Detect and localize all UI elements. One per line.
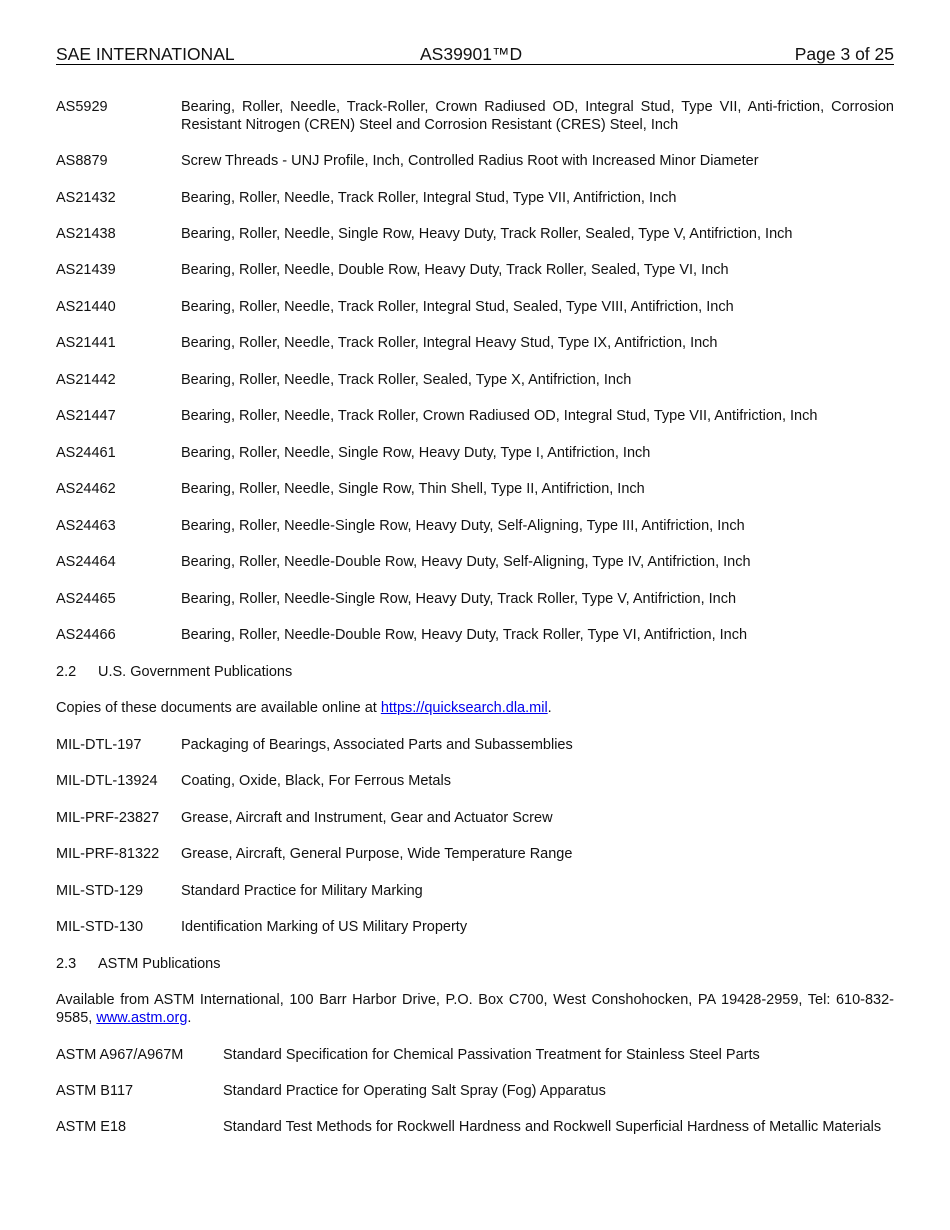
reference-title: Screw Threads - UNJ Profile, Inch, Controlled Radius Root with Increased Minor Diameter <box>181 153 759 169</box>
header-organization: SAE INTERNATIONAL <box>56 44 235 64</box>
reference-title: Bearing, Roller, Needle, Single Row, Heavy Duty, Track Roller, Sealed, Type V, Antifriction, Inch <box>181 226 793 242</box>
intro-text: Available from ASTM International, 100 Barr Harbor Drive, P.O. Box C700, West Conshohocken, PA 19428-2959, Tel: 610-832-9585, <box>56 992 894 1026</box>
reference-code: MIL-DTL-13924 <box>56 773 158 789</box>
section-title: ASTM Publications <box>98 956 221 972</box>
reference-title: Bearing, Roller, Needle, Track Roller, Integral Stud, Sealed, Type VIII, Antifriction, Inch <box>181 299 734 315</box>
reference-code: AS24461 <box>56 445 116 461</box>
section-intro <box>56 699 894 717</box>
reference-title: Grease, Aircraft, General Purpose, Wide Temperature Range <box>181 846 573 862</box>
section-heading <box>56 955 221 973</box>
section-heading <box>56 663 292 681</box>
header-page-number: Page 3 of 25 <box>794 44 894 64</box>
reference-title: Standard Practice for Operating Salt Spray (Fog) Apparatus <box>223 1083 606 1099</box>
reference-title: Bearing, Roller, Needle-Double Row, Heavy Duty, Self-Aligning, Type IV, Antifriction, Inch <box>181 554 751 570</box>
reference-code: AS21432 <box>56 190 116 206</box>
reference-code: AS24464 <box>56 554 116 570</box>
reference-title: Standard Specification for Chemical Passivation Treatment for Stainless Steel Parts <box>223 1047 760 1063</box>
reference-code: MIL-PRF-81322 <box>56 846 160 862</box>
reference-title: Bearing, Roller, Needle, Track Roller, Sealed, Type X, Antifriction, Inch <box>181 372 632 388</box>
reference-title: Standard Practice for Military Marking <box>181 883 423 899</box>
reference-title: Bearing, Roller, Needle-Single Row, Heavy Duty, Self-Aligning, Type III, Antifriction, Inch <box>181 518 745 534</box>
reference-title: Bearing, Roller, Needle, Track Roller, Integral Heavy Stud, Type IX, Antifriction, Inch <box>181 335 718 351</box>
reference-title: Bearing, Roller, Needle, Track Roller, Crown Radiused OD, Integral Stud, Type VII, Antifriction, Inch <box>181 408 818 424</box>
reference-code: AS5929 <box>56 99 108 115</box>
reference-code: MIL-STD-130 <box>56 919 144 935</box>
reference-code: AS24465 <box>56 591 116 607</box>
reference-code: AS21439 <box>56 262 116 278</box>
reference-code: ASTM A967/A967M <box>56 1047 184 1063</box>
reference-code: AS24466 <box>56 627 116 643</box>
reference-title: Identification Marking of US Military Property <box>181 919 468 935</box>
reference-title: Bearing, Roller, Needle, Track Roller, Integral Stud, Type VII, Antifriction, Inch <box>181 190 677 206</box>
reference-code: ASTM B117 <box>56 1083 134 1099</box>
reference-title: Bearing, Roller, Needle, Double Row, Heavy Duty, Track Roller, Sealed, Type VI, Inch <box>181 262 729 278</box>
astm-link[interactable]: www.astm.org <box>96 1010 188 1026</box>
intro-suffix: . <box>547 700 552 716</box>
reference-code: MIL-DTL-197 <box>56 737 142 753</box>
section-number: 2.3 <box>56 956 77 972</box>
header-document-number: AS39901™D <box>420 44 523 64</box>
reference-title: Bearing, Roller, Needle, Track-Roller, Crown Radiused OD, Integral Stud, Type VII, Anti-friction, Corrosion Resistant Nitrogen (CREN) Steel and Corrosion Resistant (CRES) Steel, Inch <box>181 99 894 133</box>
reference-code: AS21438 <box>56 226 116 242</box>
reference-code: AS24463 <box>56 518 116 534</box>
reference-code: AS21442 <box>56 372 116 388</box>
reference-title: Packaging of Bearings, Associated Parts and Subassemblies <box>181 737 573 753</box>
reference-code: AS8879 <box>56 153 108 169</box>
reference-title: Standard Test Methods for Rockwell Hardness and Rockwell Superficial Hardness of Metallic Materials <box>223 1119 882 1135</box>
reference-code: AS21441 <box>56 335 116 351</box>
intro-text: Copies of these documents are available online at <box>56 700 381 716</box>
section-intro <box>56 991 894 1027</box>
page-header <box>56 44 894 65</box>
reference-title: Bearing, Roller, Needle, Single Row, Heavy Duty, Type I, Antifriction, Inch <box>181 445 651 461</box>
reference-title: Bearing, Roller, Needle-Double Row, Heavy Duty, Track Roller, Type VI, Antifriction, Inch <box>181 627 748 643</box>
reference-code: MIL-PRF-23827 <box>56 810 160 826</box>
dla-link[interactable]: https://quicksearch.dla.mil <box>380 700 548 716</box>
reference-title: Grease, Aircraft and Instrument, Gear and Actuator Screw <box>181 810 553 826</box>
section-title: U.S. Government Publications <box>98 664 293 680</box>
reference-code: MIL-STD-129 <box>56 883 144 899</box>
reference-code: ASTM E18 <box>56 1119 127 1135</box>
reference-title: Bearing, Roller, Needle, Single Row, Thin Shell, Type II, Antifriction, Inch <box>181 481 645 497</box>
section-number: 2.2 <box>56 664 77 680</box>
reference-title: Coating, Oxide, Black, For Ferrous Metals <box>181 773 451 789</box>
intro-suffix: . <box>187 1010 192 1026</box>
reference-code: AS24462 <box>56 481 116 497</box>
reference-title: Bearing, Roller, Needle-Single Row, Heavy Duty, Track Roller, Type V, Antifriction, Inch <box>181 591 737 607</box>
reference-code: AS21440 <box>56 299 116 315</box>
reference-code: AS21447 <box>56 408 116 424</box>
